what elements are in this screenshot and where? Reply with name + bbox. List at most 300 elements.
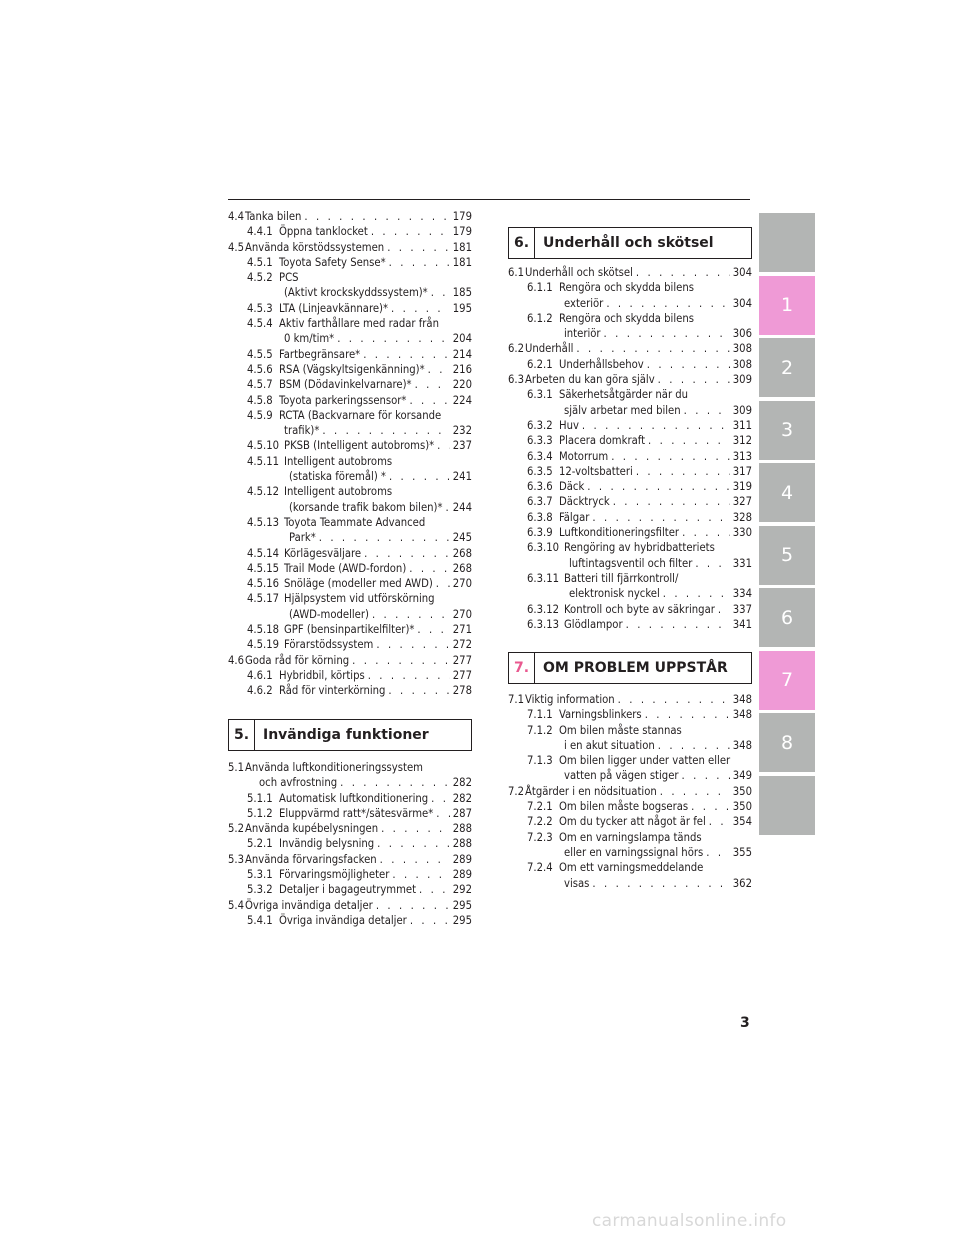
toc-entry[interactable] [228, 882, 472, 897]
toc-entry-page: 354 [732, 815, 752, 829]
toc-entry-title-cont: elektronisk nyckel [569, 587, 660, 601]
leader-dots [691, 799, 730, 814]
toc-entry-number: 4.5.13 [247, 515, 280, 529]
toc-entry[interactable] [228, 377, 472, 392]
leader-dots [392, 867, 450, 882]
toc-entry-page: 295 [452, 913, 472, 927]
toc-entry-page: 181 [452, 240, 472, 254]
toc-entry-title: Om bilen måste stannas [559, 723, 682, 737]
section-title: Underhåll och skötsel [543, 235, 714, 251]
toc-entry[interactable] [508, 723, 752, 754]
toc-entry[interactable] [228, 301, 472, 316]
toc-entry-title: Om du tycker att något är fel [559, 815, 706, 829]
toc-entry-title: Förvaringsmöjligheter [279, 868, 390, 882]
toc-entry[interactable] [508, 494, 752, 509]
toc-entry-title: Fartbegränsare* [279, 347, 361, 361]
toc-entry-page: 237 [452, 439, 472, 453]
toc-entry-page: 312 [732, 434, 752, 448]
toc-entry-title: Hybridbil, körtips [279, 668, 365, 682]
toc-entry-number: 4.5.8 [247, 393, 273, 407]
toc-entry-number: 7.2.1 [527, 800, 553, 814]
toc-entry-title: Rengöring av hybridbatteriets [564, 541, 715, 555]
toc-entry-page: 268 [452, 561, 472, 575]
toc-entry[interactable] [508, 341, 752, 356]
toc-entry-page: 278 [452, 684, 472, 698]
toc-entry-page: 337 [732, 602, 752, 616]
leader-dots [658, 372, 730, 387]
section-header-6[interactable] [508, 227, 752, 259]
toc-entry-title: Kontroll och byte av säkringar [564, 602, 715, 616]
toc-entry-number: 7.1.3 [527, 754, 553, 768]
toc-entry-title: Åtgärder i en nödsituation [525, 784, 657, 798]
leader-dots [618, 692, 730, 707]
toc-entry-title-cont: 0 km/tim* [284, 332, 335, 346]
toc-entry-title: Använda förvaringsfacken [245, 852, 377, 866]
toc-entry[interactable] [508, 814, 752, 829]
toc-entry-page: 327 [732, 495, 752, 509]
toc-entry[interactable] [508, 510, 752, 525]
toc-entry-page: 289 [452, 852, 472, 866]
chapter-tab-7[interactable]: 7 [759, 651, 815, 710]
toc-entry-number: 6.3 [508, 373, 525, 387]
leader-dots [648, 433, 730, 448]
toc-entry[interactable] [508, 784, 752, 799]
toc-entry[interactable] [508, 357, 752, 372]
toc-entry-title: Underhåll och skötsel [525, 266, 633, 279]
chapter-tab-6[interactable]: 6 [759, 588, 815, 647]
toc-entry-title: Motorrum [559, 449, 609, 463]
toc-entry-page: 348 [732, 693, 752, 706]
toc-entry-title: Placera domkraft [559, 434, 646, 448]
toc-entry-title-cont: eller en varningssignal hörs [564, 845, 704, 859]
toc-entry-page: 185 [452, 286, 472, 300]
toc-entry-number: 4.5.2 [247, 271, 273, 285]
toc-entry[interactable] [228, 668, 472, 683]
toc-entry-number: 4.5.10 [247, 439, 280, 453]
toc-entry-title-cont: i en akut situation [564, 738, 655, 752]
toc-entry[interactable] [508, 280, 752, 311]
toc-entry[interactable] [228, 836, 472, 851]
leader-dots [389, 469, 450, 484]
toc-entry-title: Snöläge (modeller med AWD) [284, 577, 433, 591]
toc-entry-number: 5.3 [228, 852, 245, 866]
toc-entry-title: Fälgar [559, 510, 590, 524]
toc-entry-number: 4.5.9 [247, 408, 273, 422]
toc-entry[interactable] [228, 270, 472, 301]
toc-entry[interactable] [228, 484, 472, 515]
toc-entry[interactable] [228, 852, 472, 867]
toc-entry-page: 311 [732, 418, 752, 432]
toc-entry-title: Förarstödssystem [284, 638, 374, 652]
leader-dots [340, 775, 450, 790]
toc-entry-page: 319 [732, 480, 752, 494]
leader-dots [682, 768, 730, 783]
toc-entry-title: Automatisk luftkonditionering [279, 791, 429, 805]
toc-entry-number: 5.2.1 [247, 837, 273, 851]
toc-entry-number: 6.3.12 [527, 602, 560, 616]
toc-entry-number: 4.5.17 [247, 592, 280, 606]
toc-entry-title: Intelligent autobroms [284, 485, 393, 499]
toc-entry-title: RSA (Vägskyltsigenkänning)* [279, 362, 425, 376]
toc-entry-number: 4.5.5 [247, 347, 273, 361]
leader-dots [377, 836, 450, 851]
toc-entry[interactable] [508, 449, 752, 464]
toc-entry-title: Aktiv farthållare med radar från [279, 317, 439, 331]
toc-entry-number: 6.3.1 [527, 388, 553, 402]
section-header-5[interactable] [228, 719, 472, 751]
toc-entry-title: Batteri till fjärrkontroll/ [564, 571, 679, 585]
toc-entry-title: Körlägesväljare [284, 546, 362, 560]
toc-entry-number: 7.2 [508, 784, 525, 798]
toc-entry-page: 204 [452, 332, 472, 346]
toc-entry-number: 4.5.14 [247, 546, 280, 560]
leader-dots [592, 510, 730, 525]
toc-entry[interactable] [508, 464, 752, 479]
toc-entry-title-cont: själv arbetar med bilen [564, 403, 681, 417]
toc-entry-title: Underhåll [525, 342, 574, 356]
toc-entry-title: Toyota parkeringssensor* [279, 393, 407, 407]
toc-entry-page: 306 [732, 327, 752, 341]
toc-entry-page: 270 [452, 577, 472, 591]
leader-dots [682, 525, 730, 540]
chapter-tab-4[interactable]: 4 [759, 463, 815, 522]
toc-entry[interactable] [228, 898, 472, 913]
toc-entry[interactable] [508, 372, 752, 387]
toc-entry-page: 292 [452, 883, 472, 897]
toc-entry-number: 4.5.11 [247, 454, 280, 468]
toc-entry[interactable] [228, 438, 472, 453]
toc-entry[interactable] [508, 617, 752, 632]
toc-entry-page: 309 [732, 403, 752, 417]
toc-entry-title: Hjälpsystem vid utförskörning [284, 592, 435, 606]
leader-dots [695, 556, 730, 571]
toc-entry-number: 5.1.2 [247, 806, 273, 820]
chapter-tab-5[interactable]: 5 [759, 526, 815, 585]
leader-dots [337, 331, 450, 346]
toc-entry-title: GPF (bensinpartikelfilter)* [284, 623, 415, 637]
toc-entry-number: 5.2 [228, 822, 245, 836]
toc-entry-page: 181 [452, 255, 472, 269]
toc-entry-title-cont: vatten på vägen stiger [564, 769, 679, 783]
toc-entry-number: 6.1.2 [527, 311, 553, 325]
leader-dots [319, 530, 450, 545]
toc-entry-title: Däck [559, 480, 585, 494]
leader-dots [431, 791, 450, 806]
toc-entry-number: 6.3.5 [527, 464, 553, 478]
toc-entry[interactable] [508, 433, 752, 448]
toc-entry-number: 4.5.3 [247, 301, 273, 315]
toc-entry-number: 6.3.2 [527, 418, 553, 432]
leader-dots [409, 561, 450, 576]
toc-column-right-section7 [508, 692, 752, 891]
toc-entry-number: 4.4 [228, 210, 245, 223]
toc-entry[interactable] [228, 515, 472, 546]
leader-dots [436, 576, 450, 591]
toc-entry[interactable] [508, 265, 752, 280]
toc-entry-title: Om bilen ligger under vatten eller [559, 754, 731, 768]
leader-dots [663, 586, 730, 601]
toc-entry-number: 6.1.1 [527, 281, 553, 295]
leader-dots [304, 209, 450, 224]
toc-entry[interactable] [508, 525, 752, 540]
toc-entry-page: 270 [452, 607, 472, 621]
toc-entry-number: 4.5.7 [247, 378, 273, 392]
toc-entry-number: 6.3.8 [527, 510, 553, 524]
toc-entry-page: 268 [452, 546, 472, 560]
toc-column-left [228, 209, 472, 699]
leader-dots [352, 653, 450, 668]
toc-entry-title-cont: (statiska föremål) * [289, 470, 386, 484]
toc-entry-title: 12-voltsbatteri [559, 464, 633, 478]
toc-column-right-section6 [508, 265, 752, 632]
toc-entry-number: 4.5.19 [247, 638, 280, 652]
toc-entry[interactable] [228, 224, 472, 239]
toc-entry-title: LTA (Linjeavkännare)* [279, 301, 389, 315]
toc-entry-title: BSM (Dödavinkelvarnare)* [279, 378, 412, 392]
toc-entry-title: Viktig information [525, 693, 615, 706]
toc-entry-title: PKSB (Intelligent autobroms)* [284, 439, 435, 453]
leader-dots [376, 637, 450, 652]
leader-dots [658, 738, 730, 753]
section-number: 5. [229, 720, 255, 750]
toc-entry[interactable] [508, 602, 752, 617]
toc-entry-title: Säkerhetsåtgärder när du [559, 388, 689, 402]
toc-entry-title: PCS [279, 271, 299, 285]
toc-entry-number: 6.2 [508, 342, 525, 356]
toc-entry-title-cont: (AWD-modeller) [289, 607, 369, 621]
toc-entry[interactable] [228, 454, 472, 485]
toc-entry-page: 328 [732, 510, 752, 524]
watermark: carmanualsonline.info [592, 1211, 787, 1231]
toc-entry[interactable] [228, 393, 472, 408]
leader-dots [389, 255, 450, 270]
section-number: 6. [509, 228, 535, 258]
chapter-tab-1[interactable]: 1 [759, 276, 815, 335]
toc-entry[interactable] [508, 387, 752, 418]
chapter-tabs [759, 213, 815, 838]
toc-entry[interactable] [228, 362, 472, 377]
toc-entry-page: 288 [452, 822, 472, 836]
section-header-7[interactable] [508, 652, 752, 684]
toc-entry-title: Eluppvärmd ratt*/sätesvärme* [279, 806, 434, 820]
toc-entry-number: 6.3.9 [527, 526, 553, 540]
toc-entry-title-cont: exteriör [564, 296, 604, 310]
leader-dots [576, 341, 730, 356]
toc-entry-title: Rengöra och skydda bilens [559, 311, 694, 325]
toc-entry-page: 244 [452, 500, 472, 514]
toc-entry-number: 5.3.2 [247, 883, 273, 897]
toc-entry-number: 4.4.1 [247, 225, 273, 239]
toc-entry[interactable] [508, 830, 752, 861]
toc-entry-page: 245 [452, 531, 472, 545]
leader-dots [322, 423, 450, 438]
leader-dots [636, 464, 730, 479]
toc-entry-number: 5.1 [228, 761, 245, 774]
leader-dots [371, 224, 450, 239]
leader-dots [417, 622, 450, 637]
toc-entry-page: 348 [732, 738, 752, 752]
chapter-tab-3[interactable]: 3 [759, 401, 815, 460]
toc-entry-title: Varningsblinkers [559, 708, 642, 722]
toc-entry-title: Arbeten du kan göra själv [525, 373, 655, 387]
toc-entry[interactable] [508, 860, 752, 891]
toc-entry-number: 4.5.6 [247, 362, 273, 376]
toc-entry-title-cont: (Aktivt krockskyddssystem)* [284, 286, 428, 300]
toc-entry-page: 350 [732, 800, 752, 814]
toc-entry[interactable] [228, 240, 472, 255]
section-title: Invändiga funktioner [263, 727, 429, 743]
chapter-tab-2[interactable]: 2 [759, 338, 815, 397]
toc-entry-title-cont: (korsande trafik bakom bilen)* [289, 500, 443, 514]
toc-entry-number: 5.1.1 [247, 791, 273, 805]
toc-entry-page: 224 [452, 393, 472, 407]
toc-entry-number: 6.1 [508, 266, 525, 279]
toc-entry-title: Underhållsbehov [559, 357, 644, 371]
toc-entry-number: 7.2.4 [527, 861, 553, 875]
toc-entry[interactable] [228, 209, 472, 224]
page-number: 3 [740, 1015, 750, 1031]
toc-entry[interactable] [228, 821, 472, 836]
toc-entry[interactable] [228, 622, 472, 637]
toc-entry-number: 4.5.18 [247, 623, 280, 637]
toc-entry[interactable] [508, 479, 752, 494]
toc-entry-page: 341 [732, 617, 752, 631]
toc-entry-title: Använda körstödssystemen [245, 240, 385, 254]
toc-entry-number: 6.3.10 [527, 541, 560, 555]
leader-dots [592, 876, 730, 891]
toc-entry-title: Öppna tanklocket [279, 225, 368, 239]
chapter-tab-8[interactable]: 8 [759, 713, 815, 772]
toc-entry-page: 308 [732, 357, 752, 371]
toc-entry[interactable] [228, 347, 472, 362]
toc-entry[interactable] [508, 571, 752, 602]
toc-entry-page: 232 [452, 424, 472, 438]
leader-dots [645, 707, 730, 722]
toc-entry[interactable] [228, 637, 472, 652]
toc-entry-page: 195 [452, 301, 472, 315]
toc-entry-title: Däcktryck [559, 495, 610, 509]
toc-entry-number: 7.2.3 [527, 830, 553, 844]
chapter-tab-blank-top[interactable] [759, 213, 815, 272]
leader-dots [709, 814, 730, 829]
toc-entry[interactable] [508, 799, 752, 814]
leader-dots [446, 500, 451, 515]
toc-entry-page: 331 [732, 556, 752, 570]
leader-dots [626, 617, 730, 632]
toc-entry-title: RCTA (Backvarnare för korsande [279, 408, 442, 422]
toc-entry[interactable] [228, 591, 472, 622]
toc-entry[interactable] [228, 255, 472, 270]
toc-entry-title: Om ett varningsmeddelande [559, 861, 704, 875]
toc-entry-number: 4.5.12 [247, 485, 280, 499]
toc-entry[interactable] [228, 760, 472, 791]
toc-entry[interactable] [228, 683, 472, 698]
toc-entry-page: 362 [732, 876, 752, 890]
toc-entry-title: Rengöra och skydda bilens [559, 281, 694, 295]
leader-dots [376, 898, 450, 913]
toc-entry-page: 348 [732, 708, 752, 722]
toc-entry[interactable] [228, 561, 472, 576]
toc-entry-number: 7.1.2 [527, 723, 553, 737]
leader-dots [684, 403, 730, 418]
toc-entry-title: Toyota Safety Sense* [279, 255, 386, 269]
toc-entry[interactable] [508, 311, 752, 342]
toc-entry-title: Luftkonditioneringsfilter [559, 526, 680, 540]
toc-entry-number: 6.2.1 [527, 357, 553, 371]
toc-entry[interactable] [508, 418, 752, 433]
toc-entry[interactable] [508, 753, 752, 784]
toc-entry-title: Goda råd för körning [245, 653, 350, 667]
toc-entry-title-cont: visas [564, 876, 590, 890]
leader-dots [428, 362, 450, 377]
toc-entry[interactable] [228, 576, 472, 591]
toc-entry-number: 7.2.2 [527, 815, 553, 829]
toc-entry-number: 5.3.1 [247, 868, 273, 882]
toc-entry-page: 282 [452, 776, 472, 790]
toc-entry-number: 4.6.1 [247, 668, 273, 682]
toc-entry[interactable] [228, 791, 472, 806]
toc-entry-title: Detaljer i bagageutrymmet [279, 883, 417, 897]
toc-entry[interactable] [228, 806, 472, 821]
toc-entry-title: Glödlampor [564, 617, 623, 631]
leader-dots [368, 668, 450, 683]
toc-entry[interactable] [508, 707, 752, 722]
toc-entry[interactable] [228, 913, 472, 928]
toc-entry-title: Om bilen måste bogseras [559, 800, 689, 814]
toc-entry[interactable] [508, 540, 752, 571]
toc-entry-page: 304 [732, 266, 752, 279]
toc-entry-page: 241 [452, 470, 472, 484]
toc-entry-page: 214 [452, 347, 472, 361]
toc-entry-page: 288 [452, 837, 472, 851]
toc-entry-number: 5.4 [228, 898, 245, 912]
toc-entry-page: 277 [452, 653, 472, 667]
toc-entry[interactable] [228, 546, 472, 561]
chapter-tab-blank-bottom[interactable] [759, 776, 815, 835]
leader-dots [604, 326, 730, 341]
toc-entry[interactable] [228, 653, 472, 668]
toc-entry-title: Övriga invändiga detaljer [245, 898, 373, 912]
toc-entry-number: 4.6.2 [247, 684, 273, 698]
leader-dots [380, 852, 450, 867]
leader-dots [363, 347, 450, 362]
leader-dots [606, 296, 730, 311]
toc-entry-number: 6.3.3 [527, 434, 553, 448]
leader-dots [647, 357, 730, 372]
toc-entry-page: 309 [732, 373, 752, 387]
toc-entry[interactable] [228, 316, 472, 347]
toc-entry-title: Invändig belysning [279, 837, 375, 851]
toc-entry-number: 6.3.13 [527, 617, 560, 631]
toc-entry-page: 179 [452, 210, 472, 223]
leader-dots [587, 479, 730, 494]
toc-entry-title-cont: interiör [564, 327, 601, 341]
toc-entry-number: 7.1.1 [527, 708, 553, 722]
toc-entry-page: 272 [452, 638, 472, 652]
toc-entry[interactable] [228, 867, 472, 882]
leader-dots [391, 301, 450, 316]
toc-entry-title: Råd för vinterkörning [279, 684, 386, 698]
toc-entry-page: 355 [732, 845, 752, 859]
toc-entry-title-cont: och avfrostning [259, 776, 338, 790]
toc-entry[interactable] [228, 408, 472, 439]
leader-dots [436, 806, 450, 821]
toc-entry[interactable] [508, 692, 752, 707]
leader-dots [415, 377, 450, 392]
toc-entry-page: 216 [452, 362, 472, 376]
toc-entry-page: 282 [452, 791, 472, 805]
toc-entry-title-cont: Park* [289, 531, 316, 545]
